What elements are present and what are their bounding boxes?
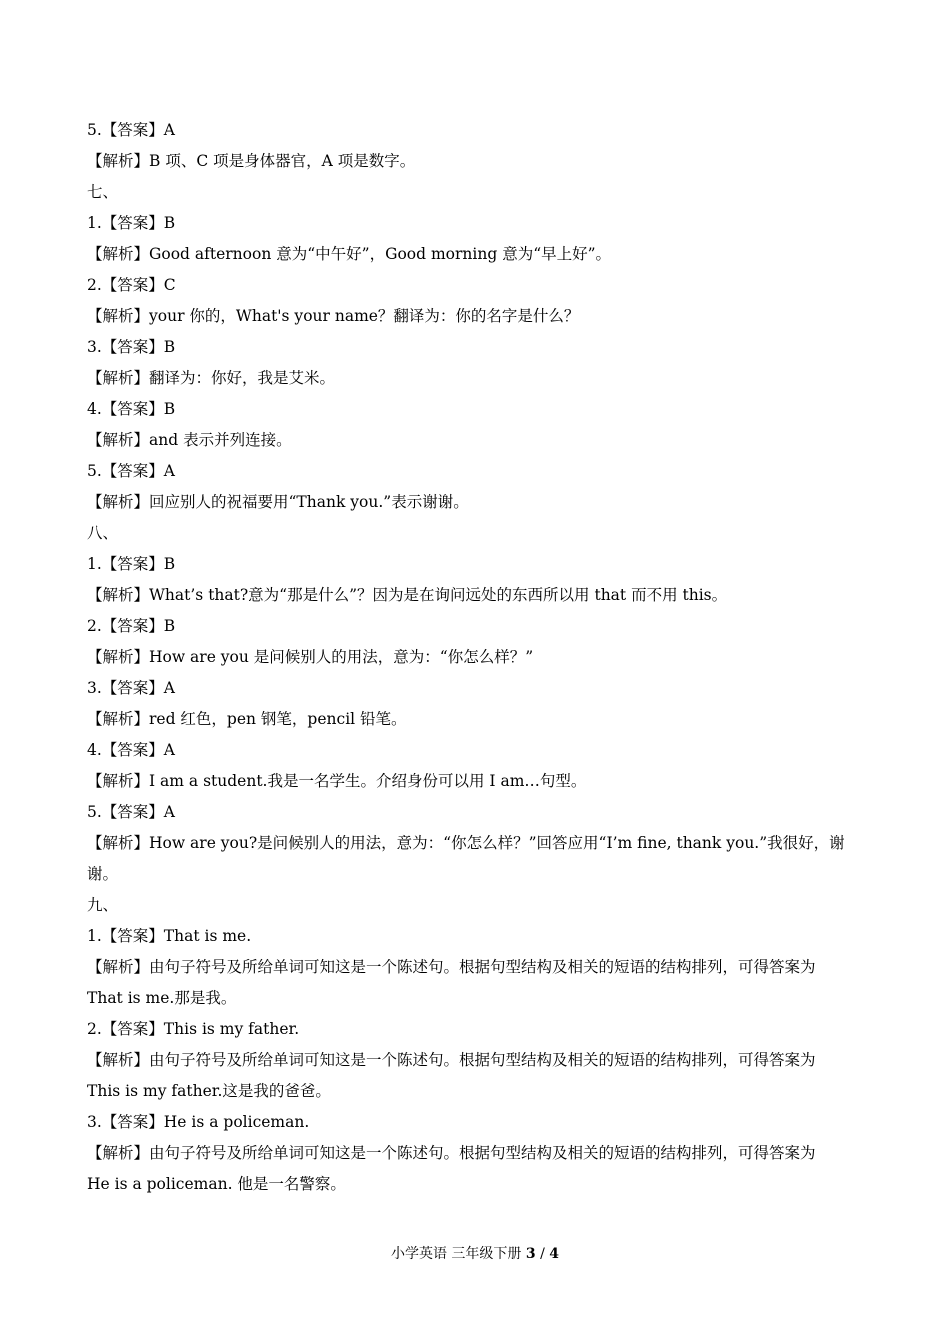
text-line: 【解析】I am a student.我是一名学生。介绍身份可以用 I am…句型。 — [87, 772, 587, 790]
answer-content — [87, 115, 867, 1200]
text-line: He is a policeman. 他是一名警察。 — [87, 1175, 346, 1193]
text-line: 【解析】What’s that?意为“那是什么”？因为是在询问远处的东西所以用 that 而不用 this。 — [87, 586, 728, 604]
text-line: 3.【答案】A — [87, 679, 175, 697]
text-line: 【解析】由句子符号及所给单词可知这是一个陈述句。根据句型结构及相关的短语的结构排列，可得答案为 — [87, 958, 816, 976]
text-line: 【解析】由句子符号及所给单词可知这是一个陈述句。根据句型结构及相关的短语的结构排列，可得答案为 — [87, 1144, 816, 1162]
text-line: 谢。 — [87, 865, 119, 883]
page-total: 4 — [549, 1246, 560, 1262]
section-heading: 七、 — [87, 183, 119, 201]
text-line: 5.【答案】A — [87, 803, 175, 821]
text-line: 5.【答案】A — [87, 462, 175, 480]
text-line: 3.【答案】He is a policeman. — [87, 1113, 310, 1131]
text-line: 4.【答案】A — [87, 741, 175, 759]
text-line: 【解析】red 红色，pen 钢笔，pencil 铅笔。 — [87, 710, 407, 728]
text-line: 2.【答案】B — [87, 617, 176, 635]
footer-title: 小学英语 三年级下册 — [390, 1246, 526, 1262]
text-line: 【解析】How are you?是问候别人的用法，意为：“你怎么样？”回答应用“I’m fine, thank you.”我很好，谢 — [87, 834, 845, 852]
text-line: 【解析】and 表示并列连接。 — [87, 431, 292, 449]
text-line: 1.【答案】B — [87, 555, 176, 573]
text-line: 4.【答案】B — [87, 400, 176, 418]
text-line: 5.【答案】A — [87, 121, 175, 139]
text-line: 1.【答案】That is me. — [87, 927, 252, 945]
text-line: 【解析】翻译为：你好，我是艾米。 — [87, 369, 336, 387]
page-footer — [0, 1244, 950, 1264]
text-line: This is my father.这是我的爸爸。 — [87, 1082, 331, 1100]
page-number: 3 — [525, 1246, 536, 1262]
text-line: 2.【答案】C — [87, 276, 176, 294]
section-heading: 九、 — [87, 896, 119, 914]
page-separator: / — [535, 1246, 550, 1262]
text-line: 【解析】由句子符号及所给单词可知这是一个陈述句。根据句型结构及相关的短语的结构排列，可得答案为 — [87, 1051, 816, 1069]
text-line: 1.【答案】B — [87, 214, 176, 232]
text-line: 3.【答案】B — [87, 338, 176, 356]
text-line: 【解析】B 项、C 项是身体器官，A 项是数字。 — [87, 152, 416, 170]
text-line: 【解析】your 你的，What's your name？翻译为：你的名字是什么？ — [87, 307, 580, 325]
text-line: 2.【答案】This is my father. — [87, 1020, 300, 1038]
section-heading: 八、 — [87, 524, 119, 542]
text-line: 【解析】回应别人的祝福要用“Thank you.”表示谢谢。 — [87, 493, 469, 511]
text-line: 【解析】How are you 是问候别人的用法，意为：“你怎么样？” — [87, 648, 534, 666]
text-line: 【解析】Good afternoon 意为“中午好”，Good morning 意为“早上好”。 — [87, 245, 612, 263]
text-line: That is me.那是我。 — [87, 989, 237, 1007]
